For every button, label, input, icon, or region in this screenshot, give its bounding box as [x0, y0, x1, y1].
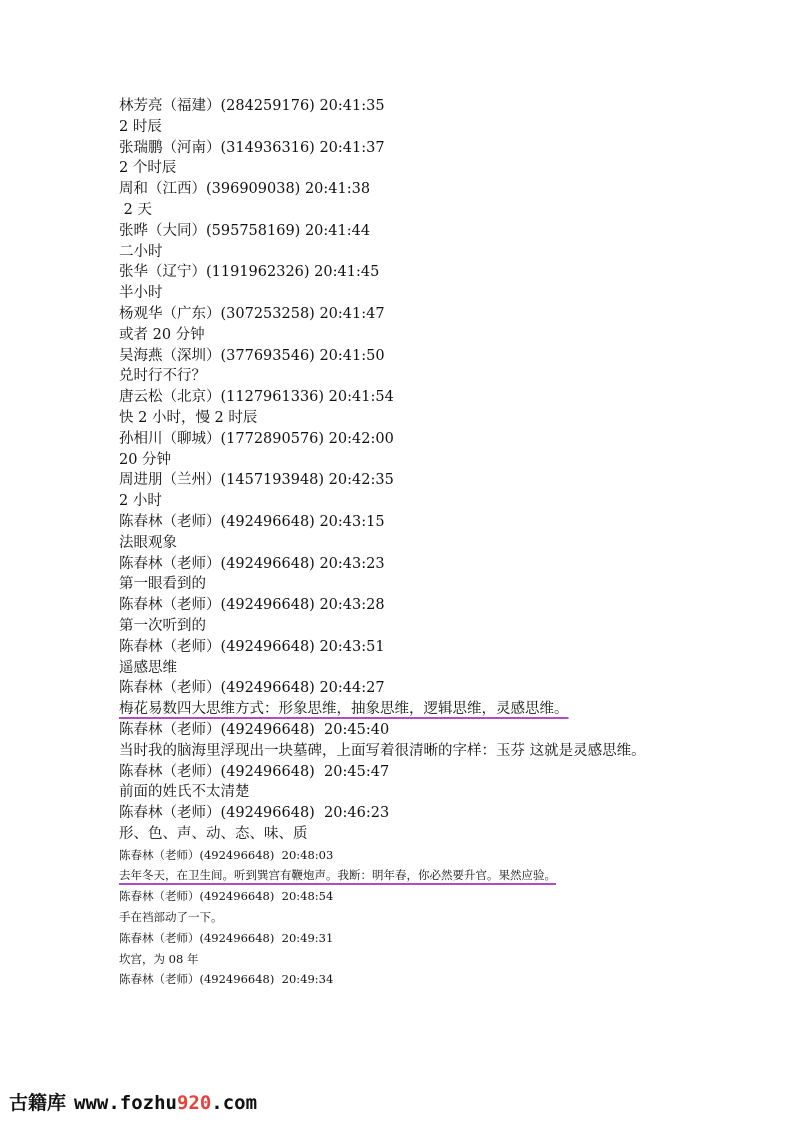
- log-line: 法眼观象: [119, 534, 177, 551]
- log-line: 陈春林（老师）(492496648) 20:46:23: [119, 805, 390, 822]
- log-line: 陈春林（老师）(492496648) 20:43:15: [119, 513, 385, 530]
- log-line: 半小时: [119, 285, 163, 302]
- log-line: 2 时辰: [119, 118, 162, 135]
- highlighted-log-line: 梅花易数四大思维方式：形象思维，抽象思维，逻辑思维，灵感思维。: [119, 701, 569, 718]
- log-line: 陈春林（老师）(492496648) 20:48:03: [119, 847, 334, 862]
- site-url-prefix: www.fozhu: [74, 1092, 177, 1114]
- log-line: 坎宫，为 08 年: [119, 951, 199, 966]
- brand-name: 古籍库: [9, 1092, 67, 1114]
- log-line: 2 个时辰: [119, 160, 177, 177]
- log-line: 形、色、声、动、态、味、质: [119, 825, 308, 842]
- chat-log: [119, 96, 719, 990]
- log-line: 陈春林（老师）(492496648) 20:49:31: [119, 930, 334, 945]
- site-url-suffix: .com: [211, 1092, 258, 1114]
- log-line: 第一次听到的: [119, 617, 206, 634]
- log-line: 唐云松（北京）(1127961336) 20:41:54: [119, 389, 394, 406]
- highlighted-log-line: 去年冬天，在卫生间。听到巽宫有鞭炮声。我断：明年春，你必然要升官。果然应验。: [119, 868, 556, 883]
- log-line: 陈春林（老师）(492496648) 20:44:27: [119, 680, 385, 697]
- log-line: 陈春林（老师）(492496648) 20:43:23: [119, 555, 385, 572]
- site-url-number: 920: [176, 1092, 212, 1114]
- log-line: 孙相川（聊城）(1772890576) 20:42:00: [119, 430, 394, 447]
- log-line: 陈春林（老师）(492496648) 20:45:40: [119, 721, 390, 738]
- log-line: 2 小时: [119, 493, 162, 510]
- log-line: 吴海燕（深圳）(377693546) 20:41:50: [119, 347, 385, 364]
- log-line: 杨观华（广东）(307253258) 20:41:47: [119, 305, 385, 322]
- log-line: 第一眼看到的: [119, 576, 206, 593]
- log-line: 林芳亮（福建）(284259176) 20:41:35: [119, 98, 385, 114]
- site-url: [74, 1092, 257, 1114]
- log-line: 兑时行不行？: [119, 368, 206, 385]
- log-line: 2 天: [119, 201, 152, 218]
- log-line: 张华（辽宁）(1191962326) 20:41:45: [119, 264, 380, 281]
- log-line: 二小时: [119, 243, 163, 260]
- log-line: 20 分钟: [119, 451, 172, 468]
- log-line: 张晔（大同）(595758169) 20:41:44: [119, 222, 371, 239]
- log-line: 周和（江西）(396909038) 20:41:38: [119, 181, 371, 198]
- log-line: 前面的姓氏不太清楚: [119, 784, 250, 801]
- log-line: 遥感思维: [119, 659, 177, 676]
- log-line: 手在裆部动了一下。: [119, 910, 223, 925]
- log-line: 陈春林（老师）(492496648) 20:48:54: [119, 889, 334, 904]
- footer-watermark: [9, 1088, 257, 1116]
- log-line: 快 2 小时，慢 2 时辰: [119, 409, 258, 426]
- log-line: 陈春林（老师）(492496648) 20:49:34: [119, 972, 334, 987]
- log-line: 周进朋（兰州）(1457193948) 20:42:35: [119, 472, 394, 489]
- log-line: 陈春林（老师）(492496648) 20:43:51: [119, 638, 385, 655]
- log-line: 陈春林（老师）(492496648) 20:45:47: [119, 763, 390, 780]
- log-line-wrapped: 当时我的脑海里浮现出一块墓碑，上面写着很清晰的字样：玉芬 这就是灵感思维。: [119, 742, 646, 759]
- log-line: 或者 20 分钟: [119, 326, 205, 343]
- log-line: 陈春林（老师）(492496648) 20:43:28: [119, 597, 385, 614]
- log-line: 张瑞鹏（河南）(314936316) 20:41:37: [119, 139, 385, 156]
